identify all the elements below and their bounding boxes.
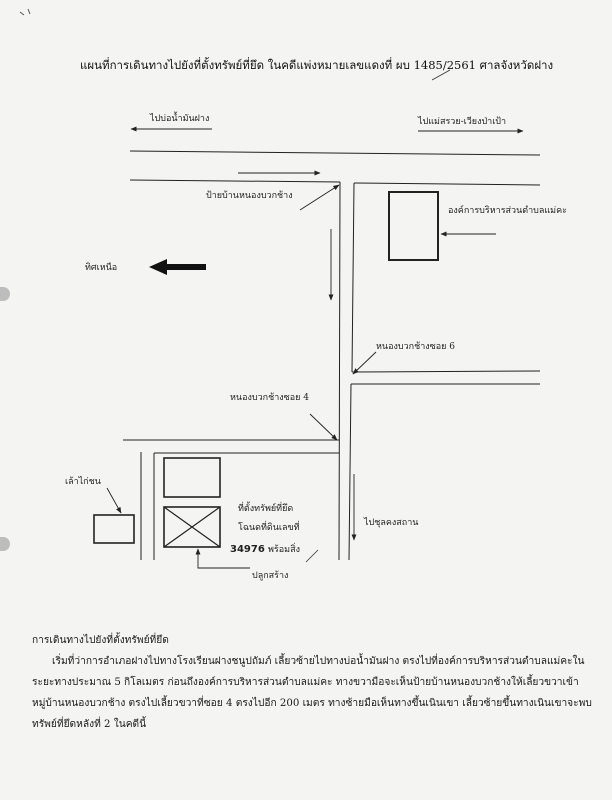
label-property-line2: โฉนดที่ดินเลขที่ xyxy=(238,523,300,533)
label-sao-admin-org: องค์การบริหารส่วนตำบลแม่คะ xyxy=(448,206,567,216)
label-chicken-coop: เล้าไก่ชน xyxy=(65,477,101,487)
main-road-south-edge-right xyxy=(354,183,540,185)
deed-pen-mark xyxy=(306,550,318,562)
village-road-east-edge-upper xyxy=(352,183,354,372)
pointer-soi-4 xyxy=(310,414,337,440)
north-arrow-icon xyxy=(149,259,206,275)
village-road-east-edge-lower xyxy=(349,384,351,560)
label-to-mae-suai: ไปแม่สรวย-เวียงป่าเป้า xyxy=(418,117,507,127)
chicken-coop-building xyxy=(94,515,134,543)
main-road-north-edge xyxy=(130,151,540,155)
route-description xyxy=(32,630,592,735)
label-property-line1: ที่ตั้งทรัพย์ที่ยึด xyxy=(238,504,294,514)
label-property-line3: พร้อมสิ่ง xyxy=(268,545,300,555)
pointer-soi-6 xyxy=(353,352,376,374)
main-road-south-edge-left xyxy=(130,180,340,182)
village-road-west-edge xyxy=(339,182,340,560)
label-nong-buak-chang-sign: ป้ายบ้านหนองบวกช้าง xyxy=(206,191,293,201)
pointer-chicken-coop xyxy=(107,488,121,513)
label-property-line4: ปลูกสร้าง xyxy=(252,571,289,581)
label-deed-number: 34976 xyxy=(230,544,265,555)
route-description-body: เริ่มที่ว่าการอำเภอฝางไปทางโรงเรียนฝางชนูปถัมภ์ เลี้ยวซ้ายไปทางบ่อน้ำมันฝาง ตรงไปที่องค์การบริหารส่วนตำบลแม่คะในระยะทางประมาณ 5 กิโลเมตร ก่อนถึงองค์การบริหารส่วนตำบลแม่คะ ทางขวามือจะเห็นป้ายบ้านหนองบวกช้างให้เลี้ยวขวาเข้าหมู่บ้านหนองบวกช้าง ตรงไปเลี้ยวขวาที่ซอย 4 ตรงไปอีก 200 เมตร ทางซ้ายมือเห็นทางขึ้นเนินเขา เลี้ยวซ้ายขึ้นทางเนินเขาจะพบทรัพย์ที่ยึดหลังที่ 2 ในคดีนี้ xyxy=(32,656,592,730)
corner-scribble xyxy=(20,9,30,15)
label-soi-4: หนองบวกช้างซอย 4 xyxy=(230,393,310,403)
pointer-village-sign xyxy=(300,185,339,210)
label-to-chun-khong-sathon: ไปชุลคงสถาน xyxy=(364,518,419,528)
label-north: ทิศเหนือ xyxy=(85,263,118,273)
soi6-north-edge xyxy=(352,371,540,372)
map-title: แผนที่การเดินทางไปยังที่ตั้งทรัพย์ที่ยึด ในคดีแพ่งหมายเลขแดงที่ ผบ 1485/2561 ศาลจังหวัดฝาง xyxy=(80,58,554,72)
route-description-title: การเดินทางไปยังที่ตั้งทรัพย์ที่ยึด xyxy=(32,635,169,646)
label-soi-6: หนองบวกช้างซอย 6 xyxy=(376,342,456,352)
sao-building xyxy=(389,192,438,260)
label-to-bo-nam-man-fang: ไปบ่อน้ำมันฝาง xyxy=(150,114,210,124)
house-1 xyxy=(164,458,220,497)
